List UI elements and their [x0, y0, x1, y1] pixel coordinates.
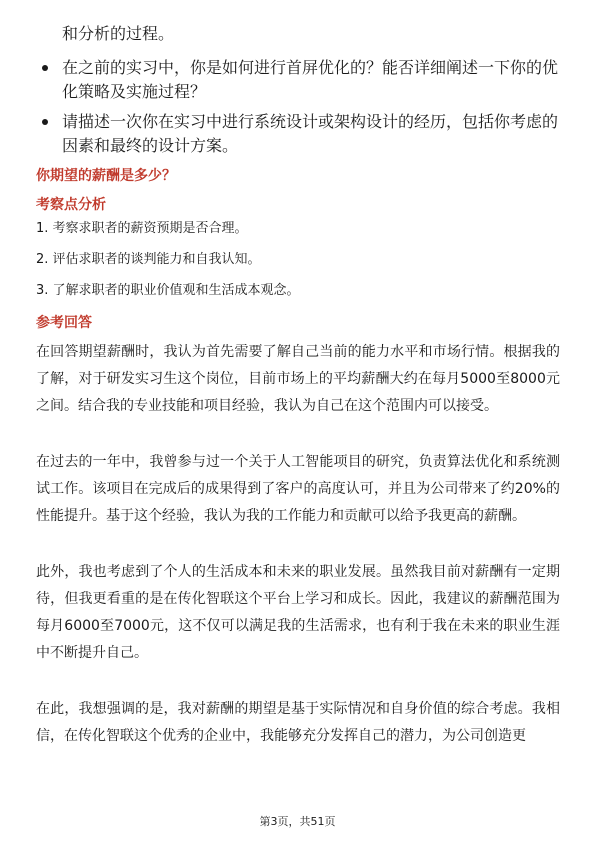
answer-paragraph: 在过去的一年中，我曾参与过一个关于人工智能项目的研究，负责算法优化和系统测试工作。该项目在完成后的成果得到了客户的高度认可，并且为公司带来了约20%的性能提升。基于这个经验，我认为我的工作能力和贡献可以给予我更高的薪酬。 — [36, 454, 560, 524]
analysis-list — [36, 219, 300, 312]
answer-heading: 参考回答 — [36, 315, 92, 331]
analysis-item: 2. 评估求职者的谈判能力和自我认知。 — [36, 252, 261, 267]
bullet-dot-icon — [42, 119, 48, 125]
continued-text: 和分析的过程。 — [62, 24, 175, 43]
bullet-text: 请描述一次你在实习中进行系统设计或架构设计的经历，包括你考虑的因素和最终的设计方案。 — [62, 112, 559, 155]
answer-body — [36, 339, 560, 779]
answer-paragraph: 此外，我也考虑到了个人的生活成本和未来的职业发展。虽然我目前对薪酬有一定期待，但我更看重的是在传化智联这个平台上学习和成长。因此，我建议的薪酬范围为每月6000至7000元，这不仅可以满足我的生活需求，也有利于我在未来的职业生涯中不断提升自己。 — [36, 564, 560, 661]
bullet-text: 在之前的实习中，你是如何进行首屏优化的？能否详细阐述一下你的优化策略及实施过程？ — [62, 58, 559, 101]
bullet-item — [36, 56, 566, 104]
page-number: 第3页，共51页 — [259, 815, 336, 828]
question-bullet-list — [36, 56, 566, 164]
bullet-item — [36, 110, 566, 158]
bullet-dot-icon — [42, 65, 48, 71]
answer-paragraph: 在此，我想强调的是，我对薪酬的期望是基于实际情况和自身价值的综合考虑。我相信，在传化智联这个优秀的企业中，我能够充分发挥自己的潜力，为公司创造更 — [36, 701, 560, 744]
analysis-heading: 考察点分析 — [36, 197, 106, 213]
question-heading: 你期望的薪酬是多少？ — [36, 168, 176, 184]
analysis-item: 1. 考察求职者的薪资预期是否合理。 — [36, 221, 248, 236]
answer-paragraph: 在回答期望薪酬时，我认为首先需要了解自己当前的能力水平和市场行情。根据我的了解，对于研发实习生这个岗位，目前市场上的平均薪酬大约在每月5000至8000元之间。结合我的专业技能和项目经验，我认为自己在这个范围内可以接受。 — [36, 344, 560, 414]
analysis-item: 3. 了解求职者的职业价值观和生活成本观念。 — [36, 283, 300, 298]
